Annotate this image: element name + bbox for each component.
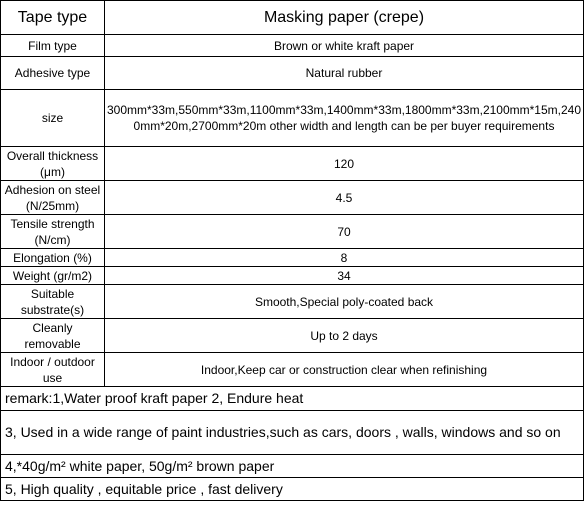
table-row xyxy=(1,249,584,267)
table-row xyxy=(1,353,584,387)
row-label: size xyxy=(1,90,105,147)
remark-row xyxy=(1,411,584,455)
row-label: Weight (gr/m2) xyxy=(1,267,105,285)
table-row xyxy=(1,285,584,319)
row-value: Indoor,Keep car or construction clear when refinishing xyxy=(105,353,584,387)
row-value: Smooth,Special poly-coated back xyxy=(105,285,584,319)
remark-row xyxy=(1,455,584,478)
row-label: Adhesion on steel (N/25mm) xyxy=(1,181,105,215)
row-label: Elongation (%) xyxy=(1,249,105,267)
row-value: Brown or white kraft paper xyxy=(105,35,584,57)
table-row xyxy=(1,319,584,353)
table-row xyxy=(1,35,584,57)
row-value: Natural rubber xyxy=(105,57,584,90)
remark-row xyxy=(1,387,584,411)
row-label: Suitable substrate(s) xyxy=(1,285,105,319)
row-value: 300mm*33m,550mm*33m,1100mm*33m,1400mm*33m,1800mm*33m,2100mm*15m,2400mm*20m,2700mm*20m other width and length can be per buyer requirements xyxy=(105,90,584,147)
row-label: Indoor / outdoor use xyxy=(1,353,105,387)
table-row xyxy=(1,57,584,90)
remark-text: 5, High quality , equitable price , fast delivery xyxy=(1,478,584,501)
row-label: Film type xyxy=(1,35,105,57)
row-value: 8 xyxy=(105,249,584,267)
table-row xyxy=(1,90,584,147)
header-label: Tape type xyxy=(1,1,105,35)
row-label: Cleanly removable xyxy=(1,319,105,353)
table-row xyxy=(1,267,584,285)
header-value: Masking paper (crepe) xyxy=(105,1,584,35)
row-value: 34 xyxy=(105,267,584,285)
row-value: Up to 2 days xyxy=(105,319,584,353)
remark-text: remark:1,Water proof kraft paper 2, Endure heat xyxy=(1,387,584,411)
header-row xyxy=(1,1,584,35)
row-value: 120 xyxy=(105,147,584,181)
table-row xyxy=(1,147,584,181)
remark-row xyxy=(1,478,584,501)
table-row xyxy=(1,181,584,215)
row-label: Overall thickness (μm) xyxy=(1,147,105,181)
remark-text: 4,*40g/m² white paper, 50g/m² brown paper xyxy=(1,455,584,478)
row-value: 70 xyxy=(105,215,584,249)
row-label: Tensile strength (N/cm) xyxy=(1,215,105,249)
remark-text: 3, Used in a wide range of paint industries,such as cars, doors , walls, windows and so on xyxy=(1,411,584,455)
table-row xyxy=(1,215,584,249)
row-value: 4.5 xyxy=(105,181,584,215)
row-label: Adhesive type xyxy=(1,57,105,90)
